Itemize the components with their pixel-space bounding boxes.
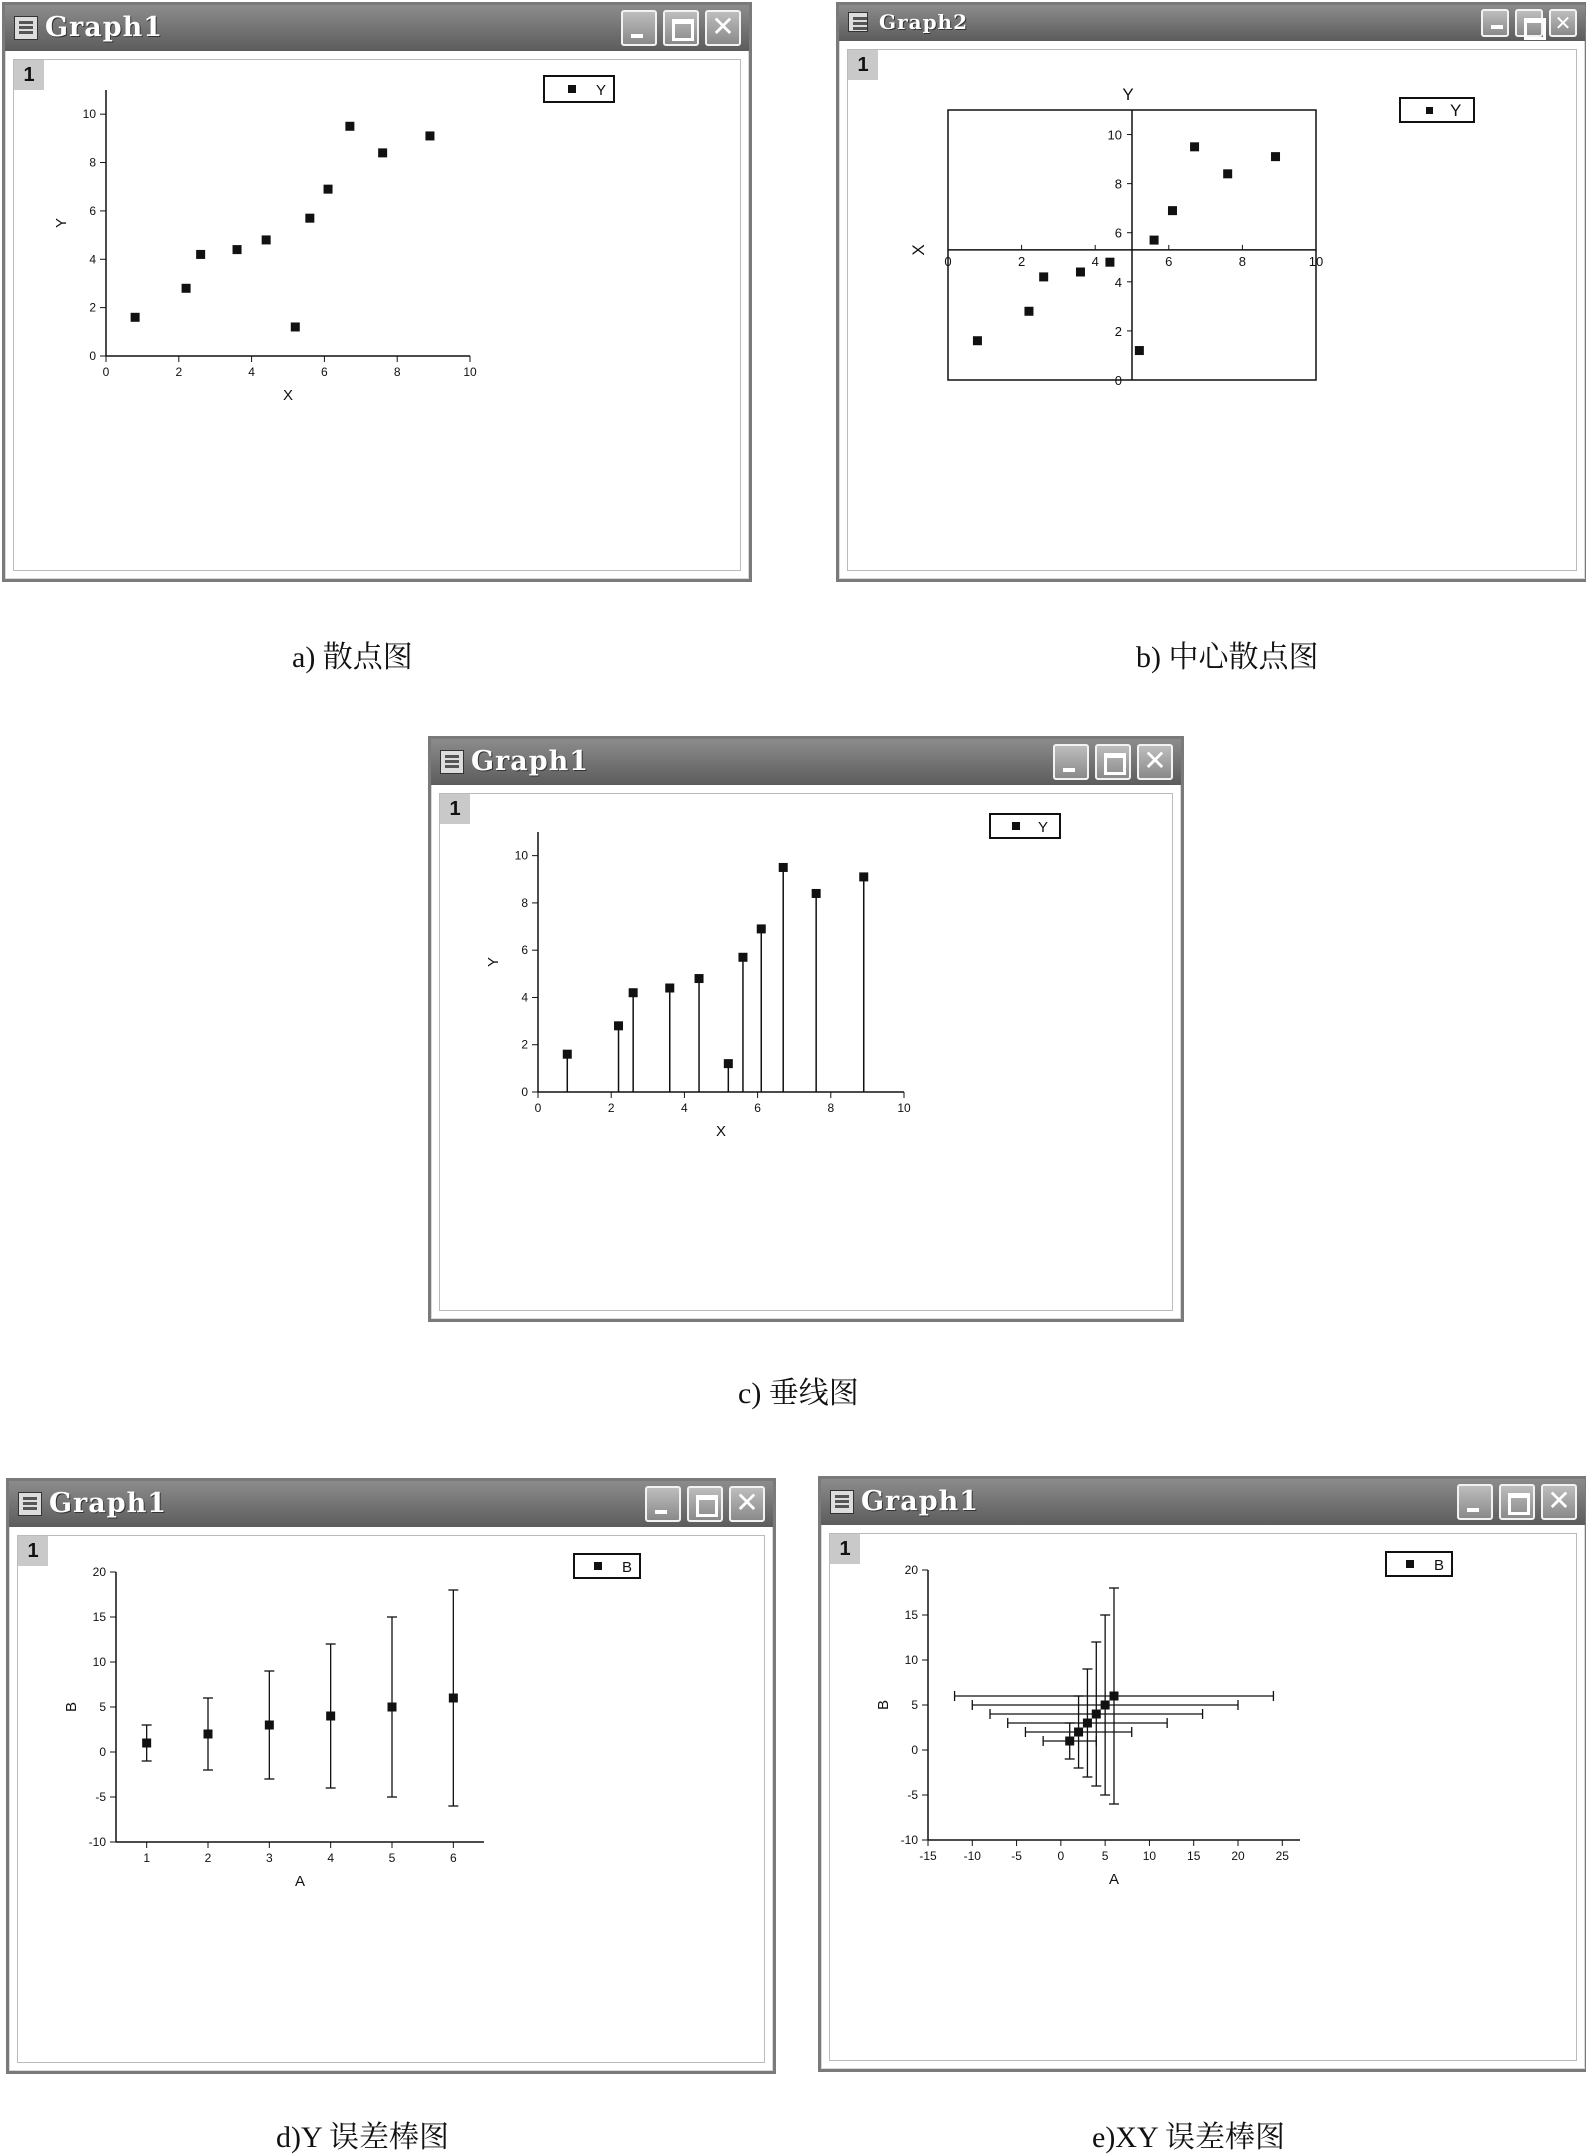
data-point <box>738 953 747 962</box>
y-tick-label: 5 <box>99 1700 106 1714</box>
y-tick-label: -10 <box>88 1835 106 1849</box>
x-tick-label: 20 <box>1231 1849 1245 1863</box>
title-bar[interactable] <box>9 1481 773 1527</box>
x-axis-title: X <box>909 244 928 256</box>
data-point <box>425 131 434 140</box>
data-point <box>324 185 333 194</box>
legend-box <box>1400 98 1474 122</box>
x-tick-label: 0 <box>102 365 110 379</box>
y-tick-label: 0 <box>521 1085 528 1099</box>
legend-label: Y <box>1450 101 1462 120</box>
graph-window-a[interactable] <box>2 2 752 582</box>
legend <box>544 76 614 102</box>
x-tick-label: 6 <box>1165 253 1173 269</box>
maximize-button[interactable] <box>687 1486 723 1522</box>
y-axis-title: Y <box>53 217 70 229</box>
data-point <box>614 1021 623 1030</box>
graph-window-icon <box>440 750 464 774</box>
data-point <box>1074 1728 1083 1737</box>
minimize-button[interactable] <box>621 10 657 46</box>
minimize-button[interactable] <box>1457 1484 1493 1520</box>
y-tick-label: 20 <box>904 1563 918 1577</box>
y-axis-title: Y <box>485 956 502 968</box>
legend <box>1400 98 1474 122</box>
graph-window-c[interactable] <box>428 736 1184 1322</box>
plot-area <box>17 1535 765 2063</box>
data-point <box>265 1721 274 1730</box>
caption-d: d)Y 误差棒图 <box>276 2121 450 2154</box>
drop-line-chart <box>440 794 1172 1310</box>
data-point <box>695 974 704 983</box>
window-title: Graph1 <box>471 746 590 777</box>
y-tick-label: 2 <box>1114 323 1122 339</box>
y-tick-label: 6 <box>1114 225 1122 241</box>
data-point <box>563 1050 572 1059</box>
y-tick-label: 0 <box>99 1745 106 1759</box>
close-button[interactable]: ✕ <box>1541 1484 1577 1520</box>
y-tick-label: 15 <box>904 1608 918 1622</box>
x-axis-title: X <box>715 1123 727 1140</box>
title-bar[interactable] <box>821 1479 1585 1525</box>
x-tick-label: 1 <box>143 1851 151 1865</box>
graph-window-d[interactable] <box>6 1478 776 2074</box>
y-tick-label: 10 <box>904 1653 918 1667</box>
data-point <box>1135 346 1144 355</box>
y-tick-label: -5 <box>95 1790 106 1804</box>
x-tick-label: 8 <box>1238 253 1247 269</box>
y-tick-label: 0 <box>1114 373 1122 388</box>
title-bar[interactable] <box>431 739 1181 785</box>
x-tick-label: 5 <box>1101 1849 1109 1863</box>
data-point <box>973 336 982 345</box>
plot-area <box>847 49 1577 571</box>
data-point <box>449 1694 458 1703</box>
layer-badge[interactable]: 1 <box>848 50 878 80</box>
close-button[interactable]: ✕ <box>1549 9 1577 37</box>
title-bar[interactable] <box>839 5 1585 41</box>
y-tick-label: 4 <box>89 252 96 267</box>
x-tick-label: 4 <box>681 1101 688 1115</box>
legend-box <box>990 814 1060 838</box>
data-point <box>1150 236 1159 245</box>
x-tick-label: 0 <box>534 1101 542 1115</box>
legend-marker <box>1426 107 1433 114</box>
legend-label: B <box>1434 1557 1445 1574</box>
x-tick-label: 8 <box>827 1101 835 1115</box>
y-axis-title: B <box>63 1701 80 1713</box>
plot-area <box>829 1533 1577 2061</box>
data-point <box>131 313 140 322</box>
y-tick-label: 8 <box>89 155 96 170</box>
x-tick-label: 4 <box>248 365 255 379</box>
graph-window-icon <box>18 1492 42 1516</box>
y-tick-label: 8 <box>521 895 528 910</box>
legend-marker <box>568 85 576 93</box>
data-point <box>724 1059 733 1068</box>
x-tick-label: 4 <box>327 1851 335 1865</box>
y-tick-label: 10 <box>82 107 96 122</box>
caption-a: a) 散点图 <box>292 641 413 674</box>
data-point <box>378 148 387 157</box>
data-point <box>1271 152 1280 161</box>
x-tick-label: 25 <box>1275 1849 1289 1863</box>
y-tick-label: 10 <box>514 848 528 863</box>
graph-window-icon <box>848 12 868 32</box>
title-bar[interactable] <box>5 5 749 51</box>
y-tick-label: -5 <box>907 1788 918 1802</box>
data-point <box>1190 142 1199 151</box>
y-tick-label: 0 <box>911 1743 918 1757</box>
x-tick-label: 10 <box>463 365 477 379</box>
x-tick-label: 2 <box>1017 253 1026 269</box>
legend <box>574 1554 640 1578</box>
graph-window-icon <box>830 1490 854 1514</box>
data-point <box>1076 268 1085 277</box>
data-point <box>1101 1701 1110 1710</box>
legend <box>990 814 1060 838</box>
data-point <box>859 872 868 881</box>
data-point <box>291 322 300 331</box>
plot-area <box>13 59 741 571</box>
maximize-button[interactable] <box>1095 744 1131 780</box>
data-point <box>629 988 638 997</box>
x-tick-label: 2 <box>204 1851 212 1865</box>
maximize-button[interactable] <box>663 10 699 46</box>
minimize-button[interactable] <box>1053 744 1089 780</box>
data-point <box>1065 1737 1074 1746</box>
legend-marker <box>1012 822 1020 830</box>
y-axis-title: Y <box>1122 85 1134 104</box>
caption-e: e)XY 误差棒图 <box>1092 2121 1286 2154</box>
y-axis-title: B <box>875 1699 892 1711</box>
x-tick-label: -15 <box>919 1849 937 1863</box>
data-point <box>142 1739 151 1748</box>
x-tick-label: 2 <box>607 1101 615 1115</box>
data-point <box>1092 1710 1101 1719</box>
data-point <box>779 863 788 872</box>
layer-badge[interactable]: 1 <box>14 60 44 90</box>
close-button[interactable]: ✕ <box>1137 744 1173 780</box>
x-tick-label: 2 <box>175 365 183 379</box>
y-tick-label: 10 <box>1107 127 1122 143</box>
data-point <box>262 235 271 244</box>
close-button[interactable]: ✕ <box>705 10 741 46</box>
data-point <box>204 1730 213 1739</box>
maximize-button[interactable] <box>1499 1484 1535 1520</box>
legend-label: Y <box>596 82 607 99</box>
y-tick-label: 20 <box>92 1565 106 1579</box>
legend-marker <box>594 1562 602 1570</box>
close-button[interactable]: ✕ <box>729 1486 765 1522</box>
x-tick-label: 6 <box>754 1101 761 1115</box>
data-point <box>326 1712 335 1721</box>
legend <box>1386 1552 1452 1576</box>
window-title: Graph1 <box>49 1488 168 1519</box>
window-title: Graph2 <box>879 10 969 34</box>
layer-badge[interactable]: 1 <box>18 1536 48 1566</box>
data-point <box>812 889 821 898</box>
x-tick-label: -10 <box>963 1849 981 1863</box>
window-title: Graph1 <box>45 12 164 43</box>
y-tick-label: -10 <box>900 1833 918 1847</box>
legend-label: B <box>622 1559 633 1576</box>
data-point <box>182 284 191 293</box>
data-point <box>345 122 354 131</box>
x-tick-label: 6 <box>449 1851 457 1865</box>
plot-area <box>439 793 1173 1311</box>
x-tick-label: 6 <box>321 365 328 379</box>
layer-badge[interactable]: 1 <box>440 794 470 824</box>
x-tick-label: 4 <box>1091 253 1099 269</box>
minimize-button[interactable] <box>1481 9 1509 37</box>
xy-error-bar-chart <box>830 1534 1576 2060</box>
x-tick-label: 10 <box>1142 1849 1157 1863</box>
data-point <box>1039 272 1048 281</box>
legend-marker <box>1406 1560 1414 1568</box>
data-point <box>757 924 766 933</box>
data-point <box>1105 258 1114 267</box>
minimize-button[interactable] <box>645 1486 681 1522</box>
caption-c: c) 垂线图 <box>738 1377 859 1410</box>
x-tick-label: 15 <box>1187 1849 1201 1863</box>
y-tick-label: 2 <box>521 1037 528 1052</box>
x-tick-label: 10 <box>897 1101 911 1115</box>
center-scatter-chart <box>848 50 1576 570</box>
data-point <box>1110 1692 1119 1701</box>
data-point <box>1083 1719 1092 1728</box>
y-tick-label: 0 <box>89 349 96 363</box>
data-point <box>305 214 314 223</box>
x-tick-label: 5 <box>388 1851 396 1865</box>
y-error-bar-chart <box>18 1536 764 2062</box>
maximize-button[interactable] <box>1515 9 1543 37</box>
y-tick-label: 6 <box>89 203 96 218</box>
data-point <box>665 984 674 993</box>
x-axis-title: A <box>1108 1871 1120 1888</box>
y-tick-label: 10 <box>92 1655 106 1669</box>
x-tick-label: 8 <box>393 365 401 379</box>
x-tick-label: 3 <box>265 1851 273 1865</box>
x-tick-label: 10 <box>1308 253 1324 269</box>
data-point <box>233 245 242 254</box>
x-tick-label: 0 <box>1057 1849 1065 1863</box>
data-point <box>1024 307 1033 316</box>
scatter-chart <box>14 60 740 570</box>
x-tick-label: 0 <box>944 253 952 269</box>
y-tick-label: 2 <box>89 300 96 315</box>
data-point <box>1168 206 1177 215</box>
graph-window-b[interactable] <box>836 2 1586 582</box>
y-tick-label: 4 <box>521 990 528 1005</box>
data-point <box>196 250 205 259</box>
y-tick-label: 4 <box>1114 274 1122 290</box>
caption-b: b) 中心散点图 <box>1136 641 1319 674</box>
window-title: Graph1 <box>861 1486 980 1517</box>
y-tick-label: 8 <box>1114 176 1122 192</box>
data-point <box>388 1703 397 1712</box>
layer-badge[interactable]: 1 <box>830 1534 860 1564</box>
y-tick-label: 15 <box>92 1610 106 1624</box>
legend-label: Y <box>1038 819 1049 836</box>
y-tick-label: 5 <box>911 1698 918 1712</box>
x-tick-label: -5 <box>1011 1849 1022 1863</box>
y-tick-label: 6 <box>521 943 528 958</box>
x-axis-title: A <box>294 1873 306 1890</box>
graph-window-icon <box>14 16 38 40</box>
x-axis-title: X <box>282 387 294 404</box>
graph-window-e[interactable] <box>818 1476 1586 2072</box>
data-point <box>1223 169 1232 178</box>
